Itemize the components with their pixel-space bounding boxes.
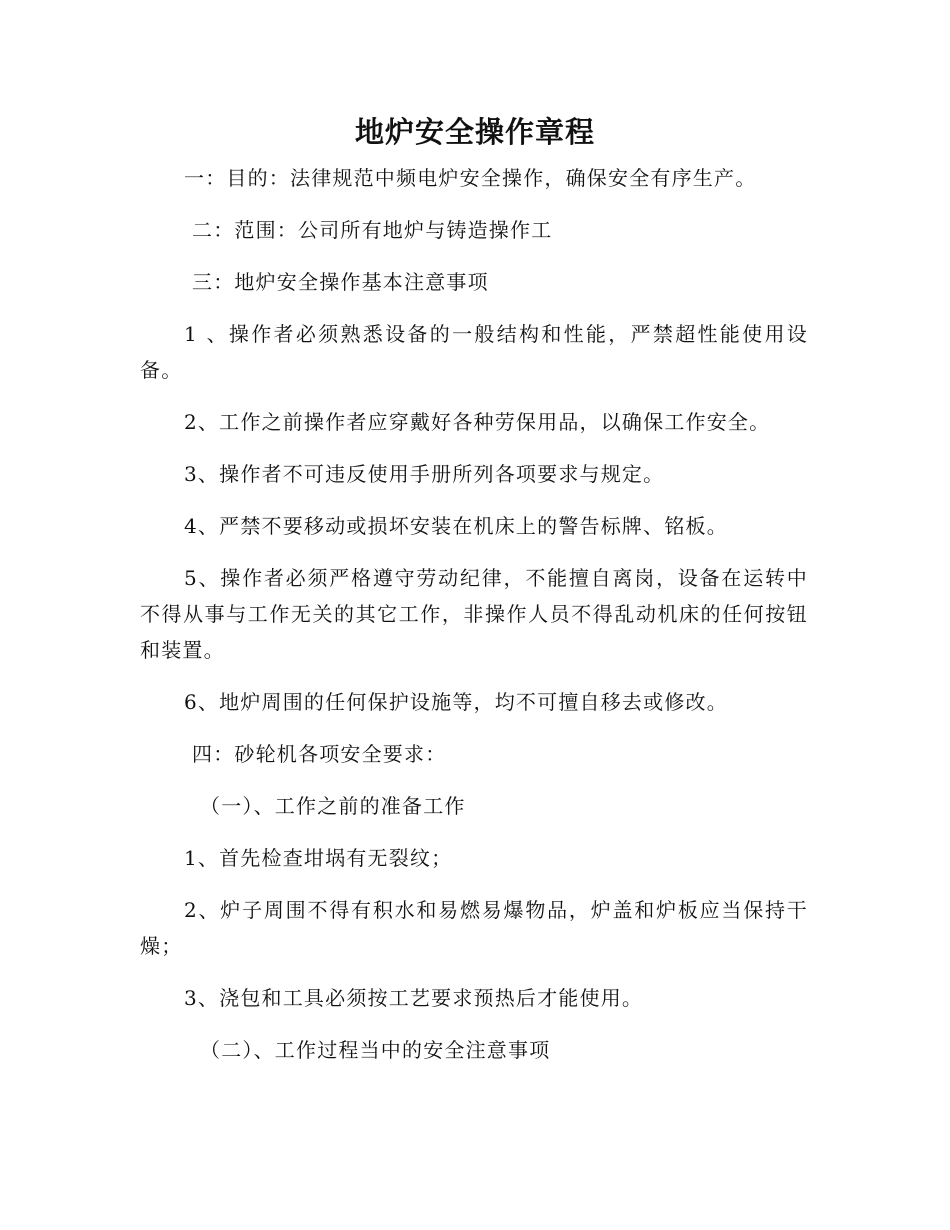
basic-note-5: 5、操作者必须严格遵守劳动纪律，不能擅自离岗，设备在运转中不得从事与工作无关的其它工作，非操作人员不得乱动机床的任何按钮和装置。 [140,566,808,662]
document-title: 地炉安全操作章程 [354,115,595,149]
document-body [140,160,808,1068]
subsection-process-safety-heading: （二）、工作过程当中的安全注意事项 [200,1038,551,1062]
subsection-preparation-heading: （一）、工作之前的准备工作 [200,794,466,818]
section-purpose: 一：目的：法律规范中频电炉安全操作，确保安全有序生产。 [184,166,757,190]
section-basic-notes-heading: 三：地炉安全操作基本注意事项 [192,270,489,294]
preparation-item-2: 2、炉子周围不得有积水和易燃易爆物品，炉盖和炉板应当保持干燥； [140,898,808,958]
basic-note-3: 3、操作者不可违反使用手册所列各项要求与规定。 [184,462,665,486]
basic-note-2: 2、工作之前操作者应穿戴好各种劳保用品，以确保工作安全。 [184,410,771,434]
section-grinder-requirements-heading: 四：砂轮机各项安全要求： [192,742,447,766]
basic-note-4: 4、严禁不要移动或损坏安装在机床上的警告标牌、铭板。 [184,514,728,538]
basic-note-1: 1 、操作者必须熟悉设备的一般结构和性能，严禁超性能使用设备。 [140,322,808,382]
section-scope: 二：范围：公司所有地炉与铸造操作工 [192,218,553,242]
basic-note-6: 6、地炉周围的任何保护设施等，均不可擅自移去或修改。 [184,690,728,714]
preparation-item-1: 1、首先检查坩埚有无裂纹； [184,846,453,870]
preparation-item-3: 3、浇包和工具必须按工艺要求预热后才能使用。 [184,986,644,1010]
